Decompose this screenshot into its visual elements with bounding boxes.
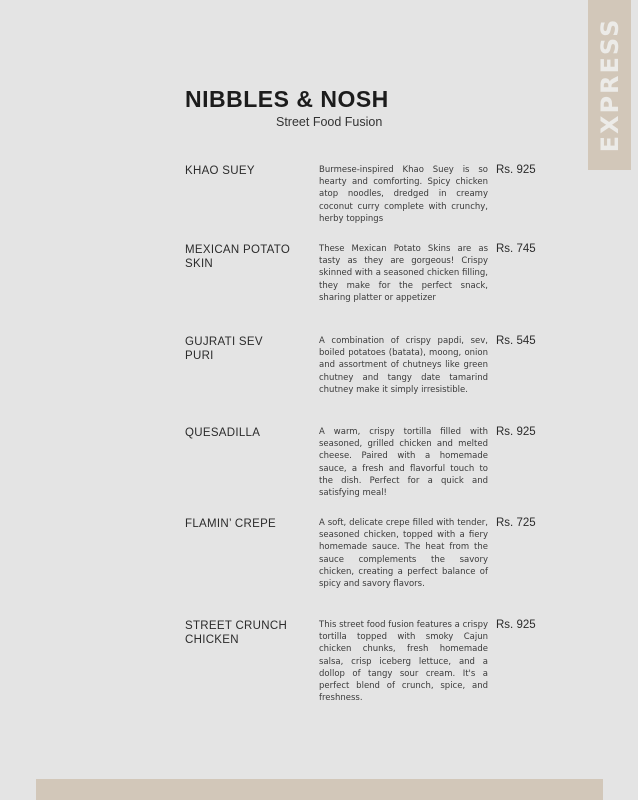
menu-item-description: This street food fusion features a crispy tortilla topped with smoky Cajun chicken chunks, fresh homemade salsa, crisp iceberg lettuce, and a dollop of tangy sour cream. It's a perfect blend of crunch, spice, and freshness. (319, 620, 488, 704)
express-label: EXPRESS (595, 17, 624, 153)
menu-item-name: GUJRATI SEV PURI (185, 336, 263, 362)
menu-item-description: A soft, delicate crepe filled with tender, seasoned chicken, topped with a fiery homemade sauce. The heat from the sauce complements the savory chicken, creating a perfect balance of spicy and savory flavors. (319, 518, 488, 590)
menu-item-description: These Mexican Potato Skins are as tasty as they are gorgeous! Crispy skinned with a seasoned chicken filling, they make for the perfect snack, sharing platter or appetizer (319, 244, 488, 303)
menu-item-price: Rs. 745 (496, 243, 536, 255)
menu-item-price: Rs. 545 (496, 335, 536, 347)
restaurant-subtitle: Street Food Fusion (276, 115, 383, 129)
restaurant-title: NIBBLES & NOSH (185, 86, 389, 112)
express-side-tab (588, 0, 631, 170)
footer-band (36, 779, 603, 800)
menu-item-price: Rs. 725 (496, 517, 536, 529)
menu-item-name: KHAO SUEY (185, 165, 255, 177)
menu-item-description: A combination of crispy papdi, sev, boiled potatoes (batata), moong, onion and assortment of chutneys like green chutney and tangy date tamarind chutney make it simply irresistible. (319, 336, 488, 395)
menu-item-name: STREET CRUNCH CHICKEN (185, 620, 288, 646)
menu-item-name: QUESADILLA (185, 427, 261, 439)
menu-header (185, 86, 415, 129)
menu-item-price: Rs. 925 (496, 164, 536, 176)
menu-item-description: Burmese-inspired Khao Suey is so hearty and comforting. Spicy chicken atop noodles, dredged in creamy coconut curry complete with crunchy, herby toppings (319, 165, 488, 224)
menu-item-price: Rs. 925 (496, 426, 536, 438)
menu-item-name: FLAMIN’ CREPE (185, 518, 277, 530)
menu-item-name: MEXICAN POTATO SKIN (185, 244, 291, 270)
menu-item-description: A warm, crispy tortilla filled with seasoned, grilled chicken and melted cheese. Paired with a homemade sauce, a fresh and flavorful touch to the dish. Perfect for a quick and satisfying meal! (319, 427, 488, 499)
menu-item-price: Rs. 925 (496, 619, 536, 631)
